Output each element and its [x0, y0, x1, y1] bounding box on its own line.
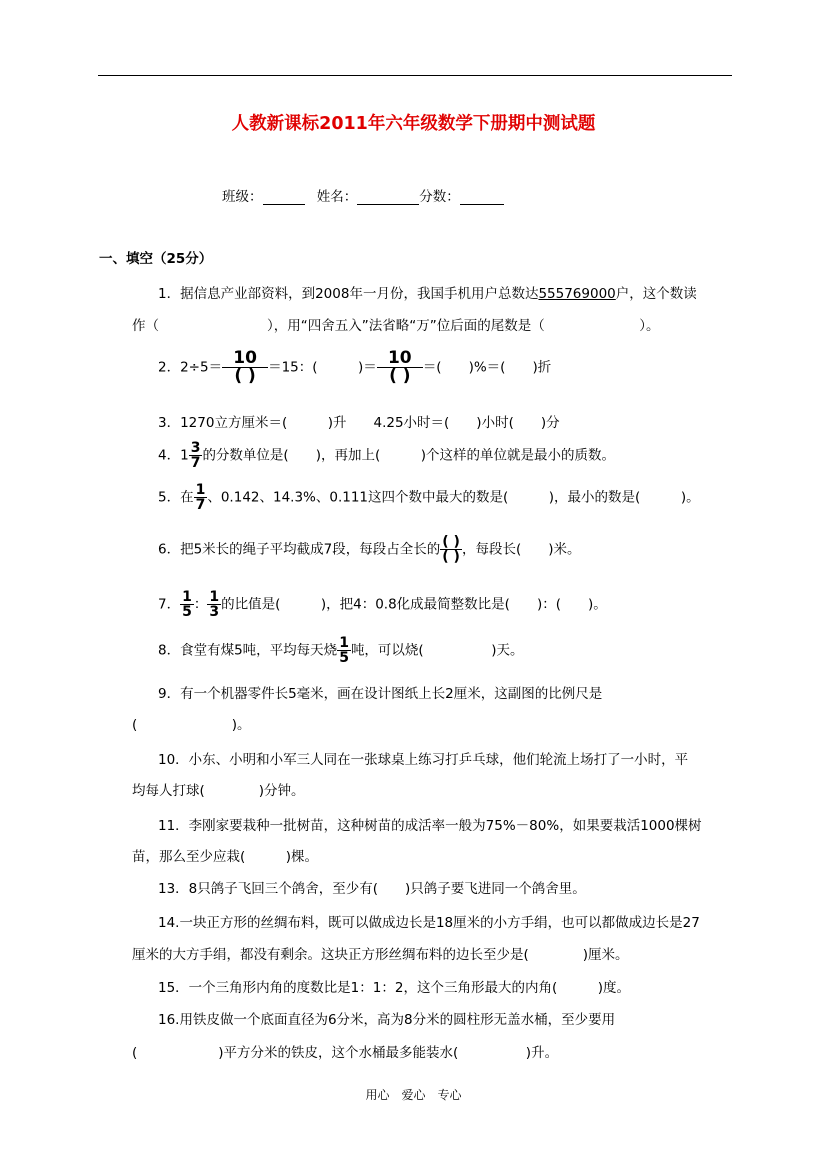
- score-blank[interactable]: [460, 190, 504, 205]
- question-15: 15．一个三角形内角的度数比是1：1：2，这个三角形最大的内角( )度。: [158, 980, 630, 996]
- question-9-line1: 9．有一个机器零件长5毫米，画在设计图纸上长2厘米，这副图的比例尺是: [158, 686, 603, 702]
- question-6: 6．把5米长的绳子平均截成7段，每段占全长的 $\frac{( )}{( )}$ ，每段长( )米。: [158, 534, 581, 565]
- student-info: [222, 185, 504, 205]
- question-7: 7． $\frac{1}{5}$ ： $\frac{1}{3}$ 的比值是( )，把4：0.8化成最简整数比是( )：( )。: [158, 589, 607, 620]
- question-8: 8．食堂有煤5吨，平均每天烧 $\frac{1}{5}$ 吨，可以烧( )天。: [158, 635, 524, 666]
- question-14-line1: 14.一块正方形的丝绸布料，既可以做成边长是18厘米的小方手绢，也可以都做成边长是27: [158, 915, 700, 931]
- question-5: 5．在 $\frac{1}{7}$ 、0.142、14.3%、0.111这四个数中最大的数是( )，最小的数是( )。: [158, 482, 700, 513]
- question-16-line1: 16.用铁皮做一个底面直径为6分米，高为8分米的圆柱形无盖水桶，至少要用: [158, 1012, 616, 1028]
- question-2: 2．2÷5＝ $\frac{10}{( )}$ ＝15：( )＝ $\frac{10}{( )}$ ＝( )%＝( )折: [158, 348, 552, 386]
- name-blank[interactable]: [357, 190, 419, 205]
- question-1-line1: 1．据信息产业部资料，到2008年一月份，我国手机用户总数达555769000户，这个数读: [158, 286, 697, 302]
- question-10-line1: 10．小东、小明和小军三人同在一张球桌上练习打乒乓球，他们轮流上场打了一小时，平: [158, 752, 689, 768]
- score-label: 分数：: [419, 189, 460, 205]
- class-blank[interactable]: [263, 190, 305, 205]
- page-title: 人教新课标2011年六年级数学下册期中测试题: [231, 114, 596, 134]
- question-13: 13．8只鸽子飞回三个鸽舍，至少有( )只鸽子要飞进同一个鸽舍里。: [158, 881, 586, 897]
- question-11-line2: 苗，那么至少应栽( )棵。: [132, 849, 319, 865]
- question-14-line2: 厘米的大方手绢，都没有剩余。这块正方形丝绸布料的边长至少是( )厘米。: [132, 947, 629, 963]
- class-label: 班级：: [222, 189, 263, 205]
- top-rule: [98, 75, 732, 76]
- question-16-line2: ( )平方分米的铁皮，这个水桶最多能装水( )升。: [132, 1045, 559, 1061]
- question-11-line1: 11．李刚家要栽种一批树苗，这种树苗的成活率一般为75%－80%，如果要栽活1000棵树: [158, 818, 702, 834]
- question-9-line2: ( )。: [132, 717, 251, 733]
- question-3: 3．1270立方厘米＝( )升 4.25小时＝( )小时( )分: [158, 415, 560, 431]
- question-10-line2: 均每人打球( )分钟。: [132, 783, 305, 799]
- section-heading: 一、填空（25分）: [99, 251, 213, 267]
- question-4: 4．1 $\frac{3}{7}$ 的分数单位是( )，再加上( )个这样的单位就是最小的质数。: [158, 440, 616, 471]
- page-footer: 用心 爱心 专心: [365, 1088, 462, 1102]
- question-1-line2: 作（ ），用“四舍五入”法省略“万”位后面的尾数是（ ）。: [132, 318, 660, 334]
- name-label: 姓名：: [316, 189, 358, 205]
